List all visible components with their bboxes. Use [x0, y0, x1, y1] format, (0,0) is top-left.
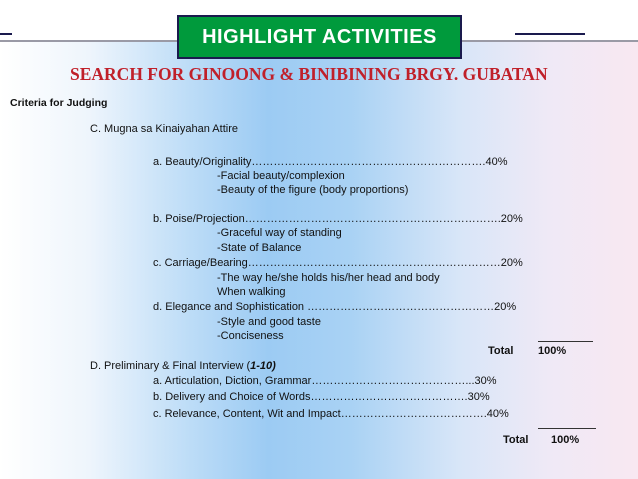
section-d-total-label: Total [503, 434, 529, 446]
criterion-poise-sub2: -State of Balance [217, 242, 302, 254]
accent-line-left [0, 33, 12, 35]
criterion-poise: b. Poise/Projection…………………………………………………………….20% [153, 213, 523, 225]
section-d-title-scale: 1-10) [250, 360, 276, 372]
criterion-relevance: c. Relevance, Content, Wit and Impact………………………………….40% [153, 408, 509, 420]
total-underline-d [538, 428, 596, 429]
criterion-beauty-sub2: -Beauty of the figure (body proportions) [217, 184, 409, 196]
criterion-carriage-sub2: When walking [217, 286, 286, 298]
criterion-elegance-sub2: -Conciseness [217, 330, 284, 342]
slide-subtitle: SEARCH FOR GINOONG & BINIBINING BRGY. GUBATAN [70, 64, 548, 84]
criterion-beauty-sub1: -Facial beauty/complexion [217, 170, 345, 182]
section-c-total-label: Total [488, 345, 514, 357]
accent-line-right [515, 33, 585, 35]
section-d-total-value: 100% [551, 434, 580, 446]
criterion-articulation: a. Articulation, Diction, Grammar……………………………………...30% [153, 375, 497, 387]
section-d-title-prefix: D. Preliminary & Final Interview ( [90, 360, 251, 372]
criterion-poise-sub1: -Graceful way of standing [217, 227, 342, 239]
criterion-elegance: d. Elegance and Sophistication ……………………………………………20% [153, 301, 517, 313]
section-d-title [90, 360, 276, 372]
criterion-delivery: b. Delivery and Choice of Words…………………………………….30% [153, 391, 490, 403]
total-underline-c [538, 341, 593, 342]
section-c-title: C. Mugna sa Kinaiyahan Attire [90, 123, 238, 135]
section-c-total-value: 100% [538, 345, 567, 357]
slide-title-badge: HIGHLIGHT ACTIVITIES [177, 15, 462, 59]
criterion-elegance-sub1: -Style and good taste [217, 316, 321, 328]
criteria-heading: Criteria for Judging [10, 97, 108, 109]
criterion-carriage-sub1: -The way he/she holds his/her head and body [217, 272, 440, 284]
criterion-beauty: a. Beauty/Originality……………………………………………………….40% [153, 156, 508, 168]
criterion-carriage: c. Carriage/Bearing……………………………………………………………20% [153, 257, 523, 269]
